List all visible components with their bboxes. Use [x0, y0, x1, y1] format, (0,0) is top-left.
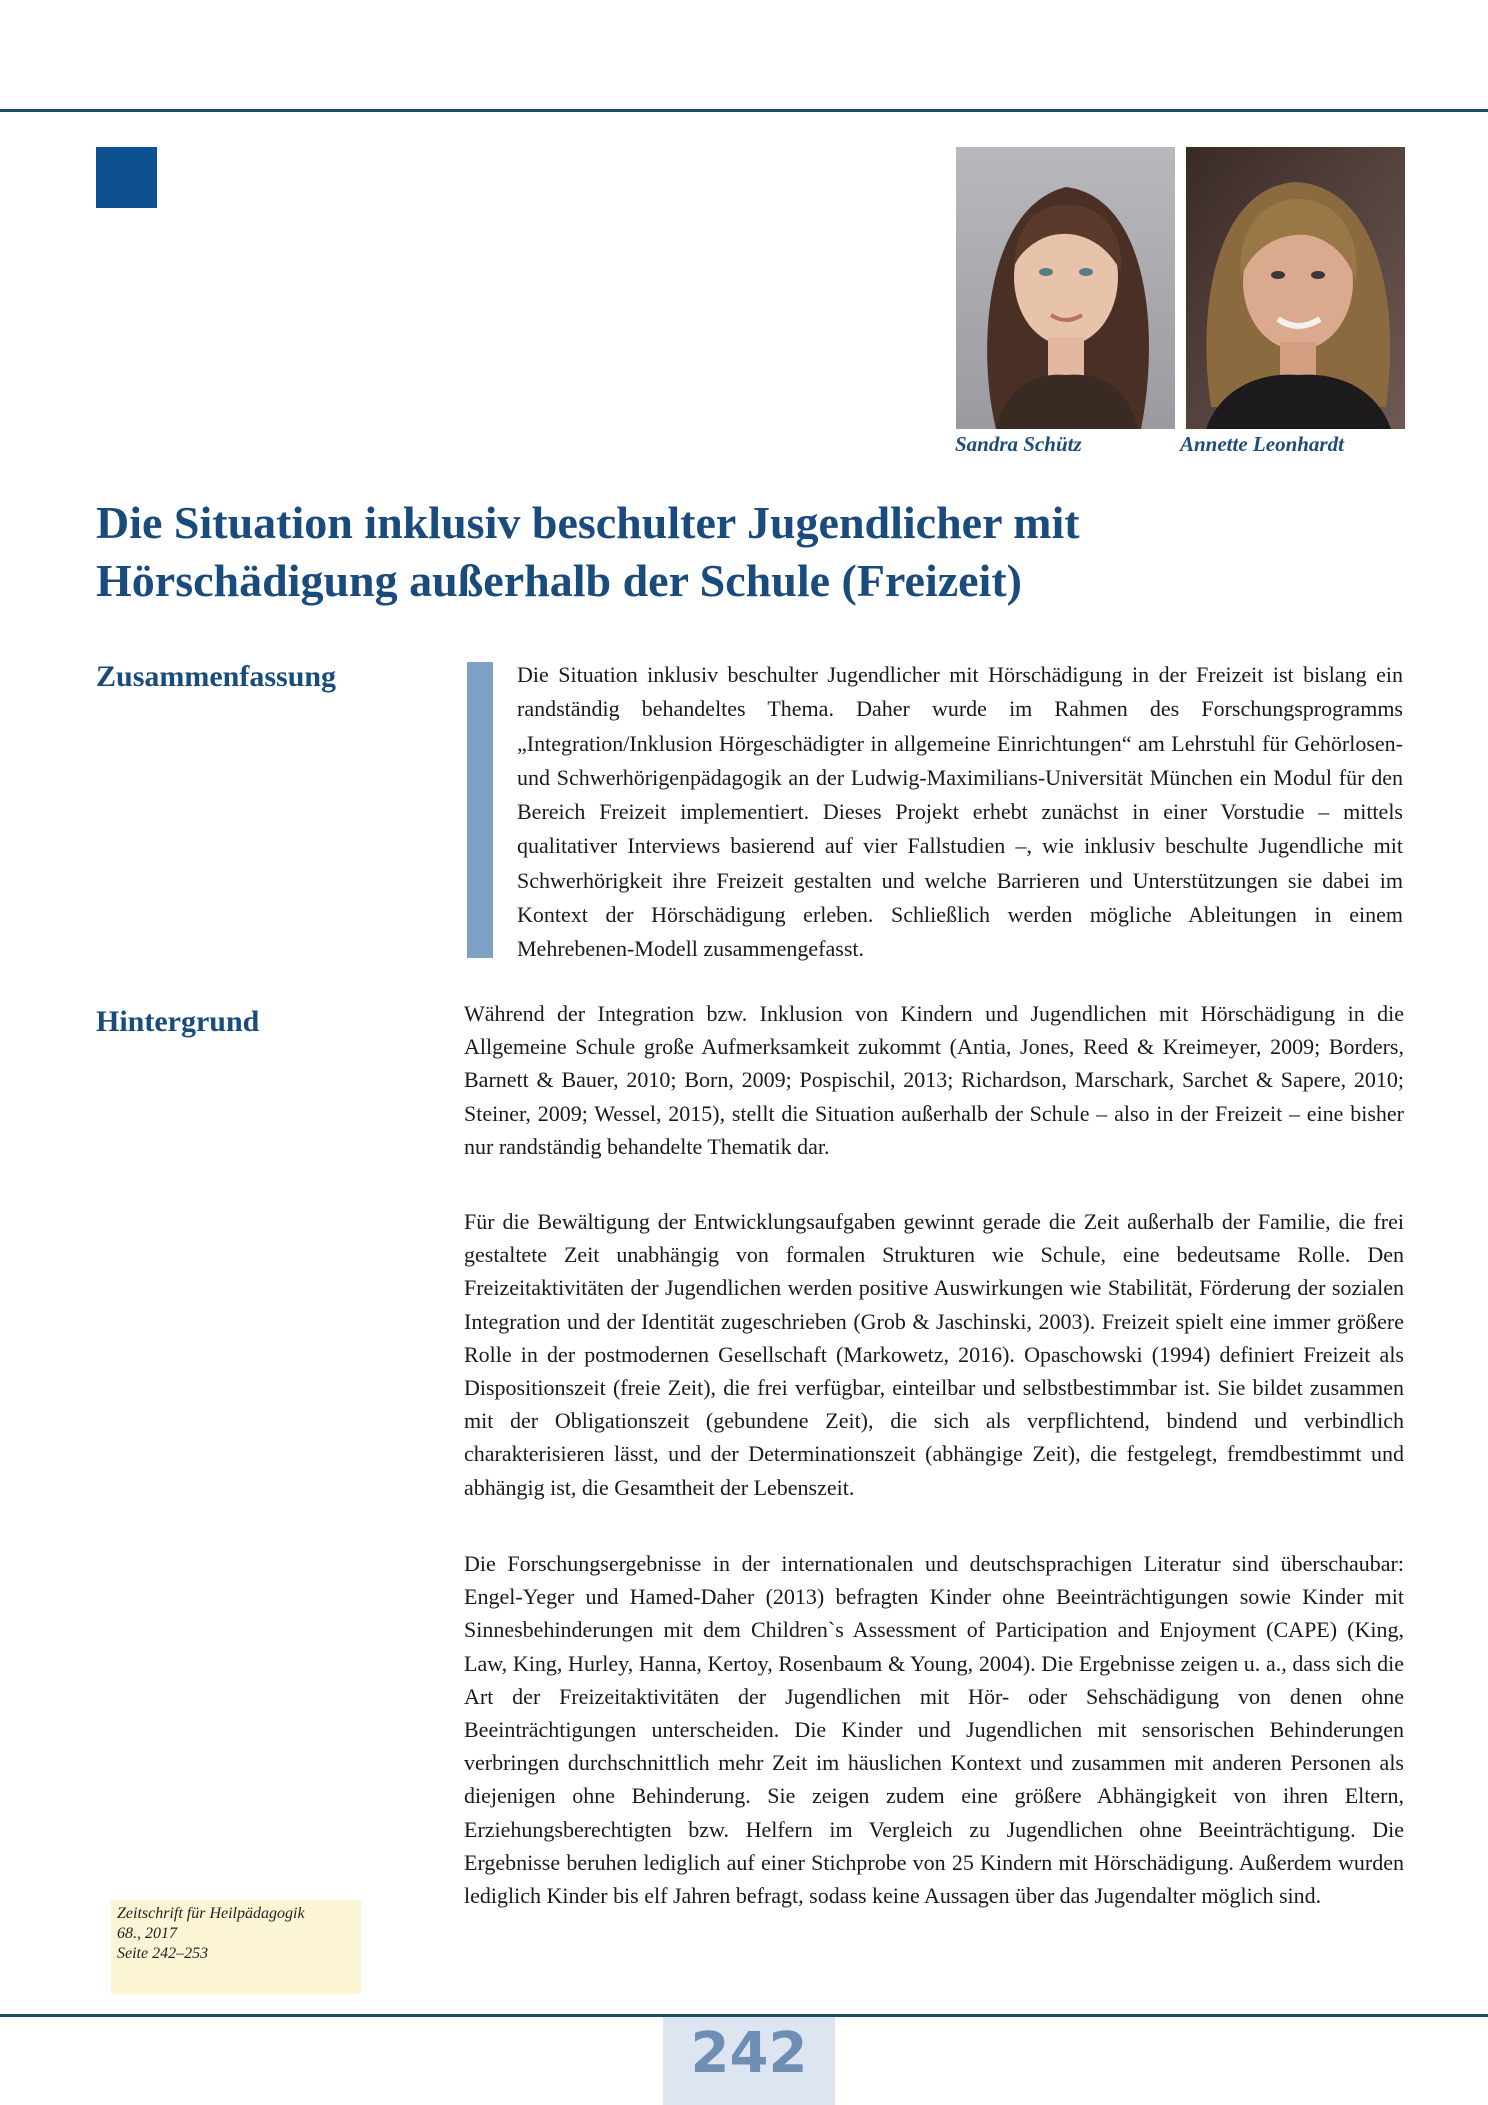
section-marker-square [96, 147, 157, 208]
journal-name: Zeitschrift für Heilpädagogik [117, 1905, 305, 1922]
body-paragraph: Während der Integration bzw. Inklusion von Kindern und Jugendlichen mit Hörschädigung in die Allgemeine Schule große Aufmerksamkeit zukommt (Antia, Jones, Reed & Kreimeyer, 2009; Borders, Barnett & Bauer, 2010; Born, 2009; Pospischil, 2013; Richardson, Marschark, Sarchet & Sapere, 2010; Steiner, 2009; Wessel, 2015), stellt die Situation außerhalb der Schule – also in der Freizeit – eine bisher nur randständig behandelte Thematik dar. [464, 1001, 1404, 1159]
page-number: 242 [690, 2021, 808, 2086]
body-paragraph: Für die Bewältigung der Entwicklungsaufgaben gewinnt gerade die Zeit außerhalb der Familie, die frei gestaltete Zeit unabhängig von formalen Strukturen wie Schule, eine bedeutsame Rolle. Den Freizeitaktivitäten der Jugendlichen werden positive Auswirkungen wie Stabilität, Förderung der sozialen Integration und der Identität zugeschrieben (Grob & Jaschinski, 2003). Freizeit spielt eine immer größere Rolle in der postmodernen Gesellschaft (Markowetz, 2016). Opaschowski (1994) definiert Freizeit als Dispositionszeit (freie Zeit), die frei verfügbar, einteilbar und selbstbestimmbar ist. Sie bildet zusammen mit der Obligationszeit (gebundene Zeit), die sich als verpflichtend, bindend und verbindlich charakterisieren lässt, und der Determinationszeit (abhängige Zeit), die festgelegt, fremdbestimmt und abhängig ist, die Gesamtheit der Lebenszeit. [464, 1209, 1404, 1500]
journal-pages: Seite 242–253 [117, 1945, 209, 1962]
body-paragraph: Die Forschungsergebnisse in der internationalen und deutschsprachigen Literatur sind überschaubar: Engel-Yeger und Hamed-Daher (2013) befragten Kinder ohne Beeinträchtigungen sowie Kinder mit Sinnesbehinderungen mit dem Children`s Assessment of Participation and Enjoyment (CAPE) (King, Law, King, Hurley, Hanna, Kertoy, Rosenbaum & Young, 2004). Die Ergebnisse zeigen u. a., dass sich die Art der Freizeitaktivitäten der Jugendlichen mit Hör- oder Sehschädigung von denen ohne Beeinträchtigungen unterscheiden. Die Kinder und Jugendlichen mit sensorischen Behinderungen verbringen durchschnittlich mehr Zeit im häuslichen Kontext und zusammen mit anderen Personen als diejenigen ohne Behinderung. Sie zeigen zudem eine größere Abhängigkeit von ihren Eltern, Erziehungsberechtigten bzw. Helfern im Vergleich zu Jugendlichen ohne Beeinträchtigung. Die Ergebnisse beruhen lediglich auf einer Stichprobe von 25 Kindern mit Hörschädigung. Außerdem wurden lediglich Kinder bis elf Jahren befragt, sodass keine Aussagen über das Jugendalter möglich sind. [464, 1551, 1404, 1909]
article-title [96, 494, 1080, 610]
author-photo-leonhardt [1186, 147, 1405, 429]
abstract-accent-bar [467, 662, 493, 958]
title-line-1: Die Situation inklusiv beschulter Jugendlicher mit [96, 497, 1080, 548]
author-name-leonhardt: Annette Leonhardt [1180, 432, 1344, 456]
author-photo-schuetz [956, 147, 1175, 429]
journal-volume: 68., 2017 [117, 1925, 177, 1942]
background-heading: Hintergrund [96, 1005, 260, 1038]
title-line-2: Hörschädigung außerhalb der Schule (Freizeit) [96, 555, 1022, 606]
abstract-text: Die Situation inklusiv beschulter Jugendlicher mit Hörschädigung in der Freizeit ist bislang ein randständig behandeltes Thema. Daher wurde im Rahmen des Forschungsprogramms „Integration/Inklusion Hörgeschädigter in allgemeine Einrichtungen“ am Lehrstuhl für Gehörlosen- und Schwerhörigenpädagogik an der Ludwig-Maximilians-Universität München ein Modul für den Bereich Freizeit implementiert. Dieses Projekt erhebt zunächst in einer Vorstudie – mittels qualitativer Interviews basierend auf vier Fallstudien –, wie inklusiv beschulte Jugendliche mit Schwerhörigkeit ihre Freizeit gestalten und welche Barrieren und Unterstützungen sie dabei im Kontext der Hörschädigung erleben. Schließlich werden mögliche Ableitungen in einem Mehrebenen-Modell zusammengefasst. [517, 662, 1403, 962]
abstract-heading: Zusammenfassung [96, 660, 337, 693]
author-name-schuetz: Sandra Schütz [955, 432, 1082, 456]
top-rule [0, 109, 1488, 112]
journal-citation-box [111, 1900, 361, 1994]
